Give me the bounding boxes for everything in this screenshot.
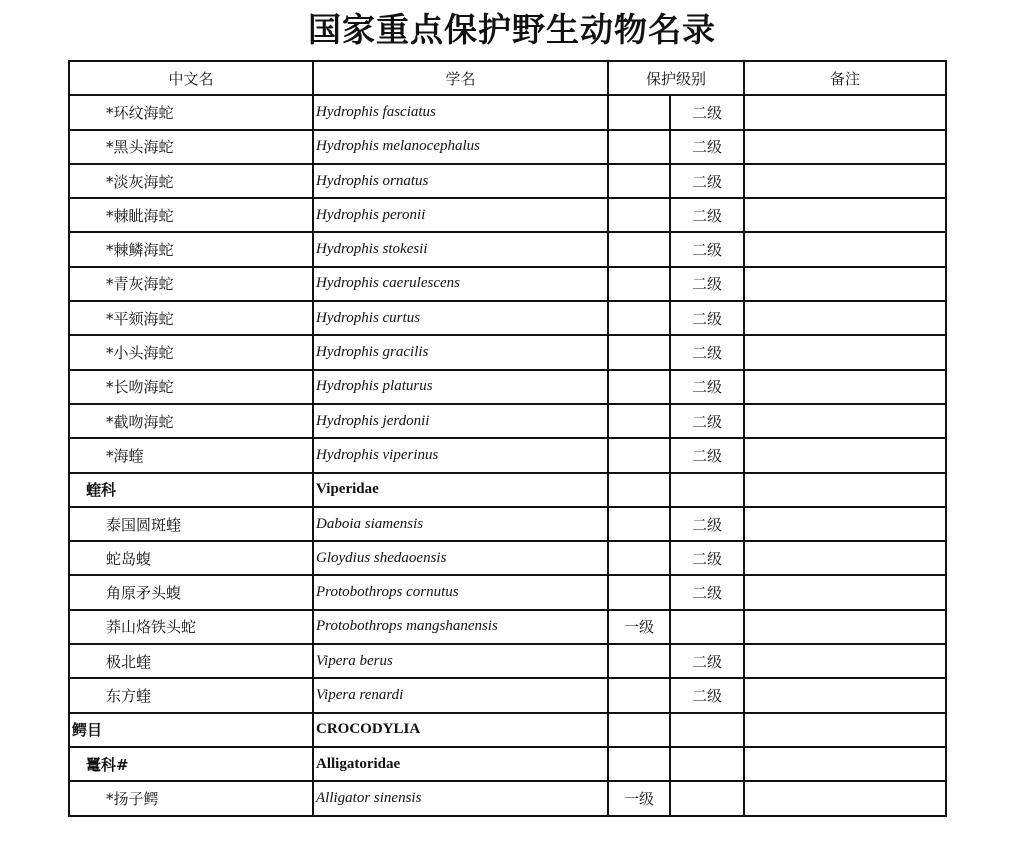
chinese-name-cell: 东方蝰 [69,678,313,712]
scientific-name-cell: Alligatoridae [313,747,608,781]
chinese-name-cell: *海蝰 [69,438,313,472]
level-two-cell: 二级 [670,267,744,301]
remarks-cell [744,164,946,198]
scientific-name-cell: Hydrophis viperinus [313,438,608,472]
level-one-cell [608,438,670,472]
chinese-name-cell: *青灰海蛇 [69,267,313,301]
table-row [69,335,946,369]
level-two-cell: 二级 [670,507,744,541]
scientific-name-cell: Hydrophis gracilis [313,335,608,369]
level-two-cell: 二级 [670,301,744,335]
page-title: 国家重点保护野生动物名录 [308,10,716,49]
chinese-name-cell: *棘鳞海蛇 [69,232,313,266]
chinese-name-cell: *小头海蛇 [69,335,313,369]
chinese-name-cell: *扬子鳄 [69,781,313,815]
level-two-cell: 二级 [670,438,744,472]
remarks-cell [744,370,946,404]
table-row [69,473,946,507]
scientific-name-cell: Vipera berus [313,644,608,678]
level-two-cell: 二级 [670,370,744,404]
header-scientific-name: 学名 [313,61,608,95]
level-two-cell: 二级 [670,404,744,438]
level-one-cell [608,541,670,575]
table-row [69,370,946,404]
table-row [69,198,946,232]
level-one-cell [608,644,670,678]
scientific-name-cell: Hydrophis caerulescens [313,267,608,301]
table-row [69,95,946,129]
chinese-name-cell: 鼍科# [69,747,313,781]
level-one-cell [608,301,670,335]
level-two-cell [670,747,744,781]
scientific-name-cell: Hydrophis platurus [313,370,608,404]
table-row [69,404,946,438]
remarks-cell [744,232,946,266]
table-row [69,747,946,781]
remarks-cell [744,335,946,369]
scientific-name-cell: Hydrophis stokesii [313,232,608,266]
scientific-name-cell: Protobothrops mangshanensis [313,610,608,644]
table-row [69,507,946,541]
remarks-cell [744,198,946,232]
table-row [69,438,946,472]
scientific-name-cell: Hydrophis peronii [313,198,608,232]
chinese-name-cell: 蝰科 [69,473,313,507]
level-one-cell [608,95,670,129]
chinese-name-cell: 蛇岛蝮 [69,541,313,575]
remarks-cell [744,507,946,541]
remarks-cell [744,267,946,301]
scientific-name-cell: Hydrophis curtus [313,301,608,335]
level-one-cell [608,507,670,541]
scientific-name-cell: Vipera renardi [313,678,608,712]
level-two-cell: 二级 [670,575,744,609]
chinese-name-cell: 角原矛头蝮 [69,575,313,609]
level-one-cell [608,713,670,747]
scientific-name-cell: Hydrophis fasciatus [313,95,608,129]
level-two-cell: 二级 [670,95,744,129]
level-one-cell [608,370,670,404]
level-two-cell: 二级 [670,541,744,575]
level-one-cell [608,473,670,507]
scientific-name-cell: Gloydius shedaoensis [313,541,608,575]
chinese-name-cell: *截吻海蛇 [69,404,313,438]
level-two-cell [670,781,744,815]
chinese-name-cell: *黑头海蛇 [69,130,313,164]
scientific-name-cell: Daboia siamensis [313,507,608,541]
level-two-cell: 二级 [670,198,744,232]
chinese-name-cell: 莽山烙铁头蛇 [69,610,313,644]
scientific-name-cell: Hydrophis jerdonii [313,404,608,438]
chinese-name-cell: *环纹海蛇 [69,95,313,129]
level-one-cell [608,678,670,712]
level-one-cell [608,130,670,164]
remarks-cell [744,610,946,644]
level-two-cell: 二级 [670,678,744,712]
scientific-name-cell: CROCODYLIA [313,713,608,747]
remarks-cell [744,713,946,747]
level-two-cell [670,713,744,747]
scientific-name-cell: Alligator sinensis [313,781,608,815]
remarks-cell [744,473,946,507]
level-one-cell [608,575,670,609]
table-row [69,267,946,301]
table-row [69,781,946,815]
level-one-cell: 一级 [608,781,670,815]
scientific-name-cell: Hydrophis melanocephalus [313,130,608,164]
table-row [69,541,946,575]
level-two-cell: 二级 [670,164,744,198]
level-one-cell: 一级 [608,610,670,644]
table-row [69,301,946,335]
chinese-name-cell: *平颏海蛇 [69,301,313,335]
chinese-name-cell: 泰国圆斑蝰 [69,507,313,541]
level-two-cell [670,473,744,507]
level-one-cell [608,404,670,438]
table-row [69,130,946,164]
remarks-cell [744,781,946,815]
scientific-name-cell: Viperidae [313,473,608,507]
remarks-cell [744,438,946,472]
chinese-name-cell: 极北蝰 [69,644,313,678]
level-one-cell [608,335,670,369]
remarks-cell [744,678,946,712]
chinese-name-cell: *棘眦海蛇 [69,198,313,232]
level-two-cell: 二级 [670,335,744,369]
level-one-cell [608,164,670,198]
remarks-cell [744,575,946,609]
level-one-cell [608,232,670,266]
chinese-name-cell: *淡灰海蛇 [69,164,313,198]
level-two-cell: 二级 [670,644,744,678]
remarks-cell [744,95,946,129]
remarks-cell [744,644,946,678]
scientific-name-cell: Hydrophis ornatus [313,164,608,198]
table-row [69,610,946,644]
header-protection-level: 保护级别 [608,61,744,95]
header-remarks: 备注 [744,61,946,95]
table-row [69,232,946,266]
table-row [69,164,946,198]
remarks-cell [744,747,946,781]
table-row [69,713,946,747]
remarks-cell [744,301,946,335]
chinese-name-cell: 鳄目 [69,713,313,747]
scientific-name-cell: Protobothrops cornutus [313,575,608,609]
level-one-cell [608,267,670,301]
table-body [69,95,946,815]
table-row [69,575,946,609]
table-row [69,678,946,712]
remarks-cell [744,130,946,164]
level-two-cell: 二级 [670,232,744,266]
level-one-cell [608,198,670,232]
table-row [69,644,946,678]
chinese-name-cell: *长吻海蛇 [69,370,313,404]
species-table [68,60,947,817]
header-chinese-name: 中文名 [69,61,313,95]
level-one-cell [608,747,670,781]
remarks-cell [744,404,946,438]
level-two-cell: 二级 [670,130,744,164]
level-two-cell [670,610,744,644]
remarks-cell [744,541,946,575]
table-header-row [69,61,946,95]
